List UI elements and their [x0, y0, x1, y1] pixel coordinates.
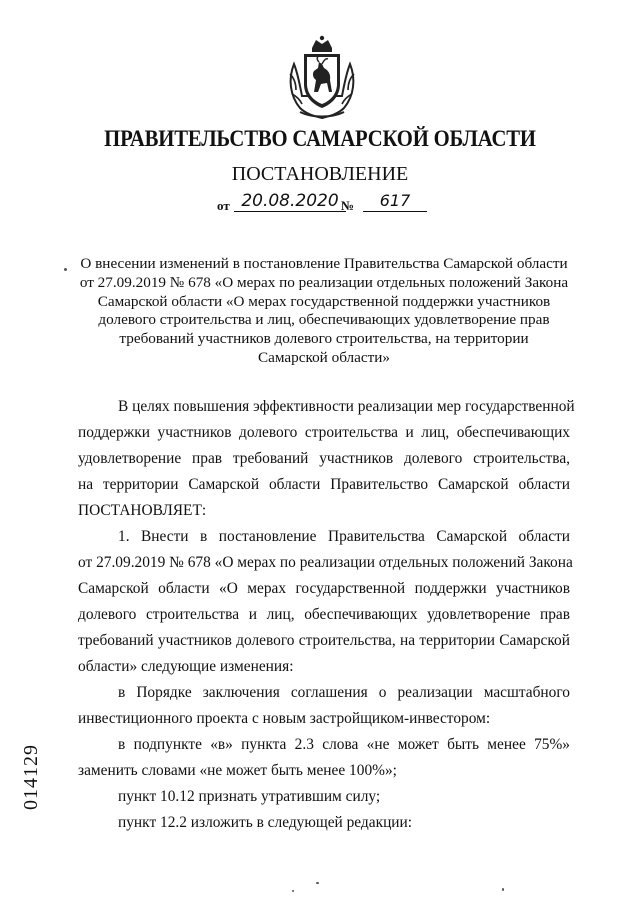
scan-speck — [292, 890, 294, 892]
document-subject — [78, 255, 570, 368]
document-type: ПОСТАНОВЛЕНИЕ — [231, 163, 409, 185]
subject-line: требований участников долевого строительства, на территории — [119, 330, 529, 348]
number-prefix: № — [341, 198, 355, 213]
scan-speck — [64, 268, 67, 271]
date-prefix: от — [217, 198, 230, 213]
document-date: 20.08.2020 — [234, 191, 346, 212]
subject-line: от 27.09.2019 № 678 «О мерах по реализации отдельных положений Закона — [79, 273, 569, 291]
body-line: в подпункте «в» пункта 2.3 слова «не может быть менее 75%» — [118, 736, 570, 753]
body-line: ПОСТАНОВЛЯЕТ: — [78, 502, 207, 519]
document-number: 617 — [363, 191, 427, 212]
date-number-line — [217, 193, 437, 219]
body-line: в Порядке заключения соглашения о реализации масштабного — [118, 684, 570, 701]
body-line: требований участников долевого строительства, на территории Самарской — [78, 632, 570, 649]
body-line: 1. Внести в постановление Правительства Самарской области — [118, 528, 570, 545]
body-line: удовлетворение прав требований участников долевого строительства, — [78, 450, 570, 467]
body-line: заменить словами «не может быть менее 100%»; — [78, 762, 397, 779]
registration-number: 014129 — [20, 744, 42, 810]
subject-line: О внесении изменений в постановление Правительства Самарской области — [80, 255, 568, 272]
body-line: пункт 10.12 признать утратившим силу; — [118, 788, 381, 805]
body-line: Самарской области «О мерах государственной поддержки участников — [78, 580, 570, 597]
body-line: инвестиционного проекта с новым застройщиком-инвестором: — [78, 710, 491, 727]
body-line: долевого строительства и лиц, обеспечивающих удовлетворение прав — [78, 606, 570, 623]
subject-line: Самарской области «О мерах государственной поддержки участников — [97, 292, 551, 310]
body-line: области» следующие изменения: — [78, 658, 294, 675]
body-line: от 27.09.2019 № 678 «О мерах по реализации отдельных положений Закона — [78, 554, 573, 571]
samara-coat-of-arms-icon — [286, 34, 358, 120]
body-line: поддержки участников долевого строительства и лиц, обеспечивающих — [78, 424, 570, 441]
body-line: на территории Самарской области Правительство Самарской области — [78, 476, 570, 493]
subject-line: Самарской области» — [258, 348, 390, 366]
body-line: пункт 12.2 изложить в следующей редакции: — [118, 814, 413, 831]
scan-speck — [502, 888, 504, 891]
subject-line: долевого строительства и лиц, обеспечивающих удовлетворение прав — [98, 311, 550, 329]
scan-speck — [316, 882, 319, 884]
government-title: ПРАВИТЕЛЬСТВО САМАРСКОЙ ОБЛАСТИ — [104, 126, 536, 151]
body-line: В целях повышения эффективности реализации мер государственной — [118, 398, 575, 415]
